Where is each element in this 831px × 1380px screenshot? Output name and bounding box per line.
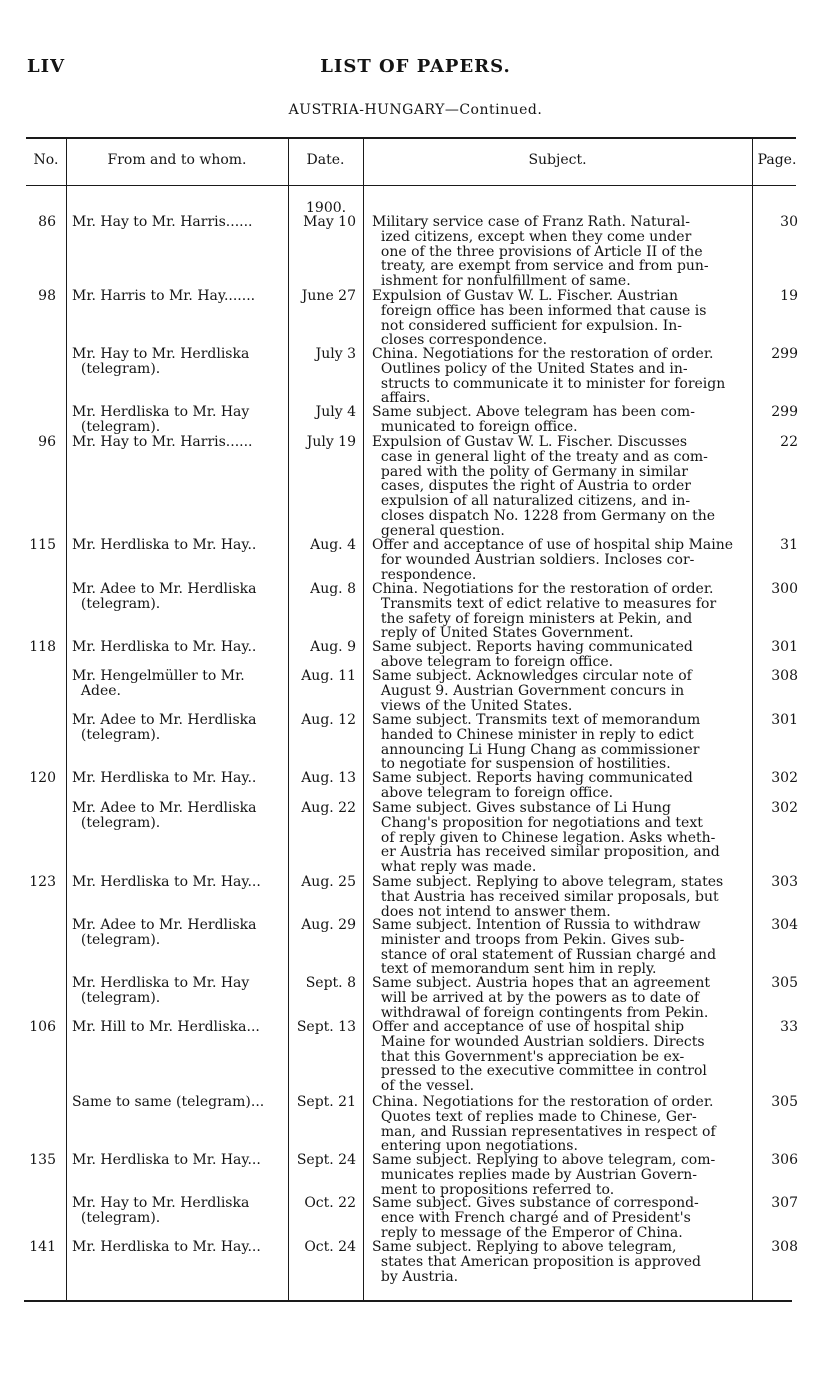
row-from-to: Mr. Herdliska to Mr. Hay... [72,1239,261,1255]
row-subject: China. Negotiations for the restoration of order. Outlines policy of the United States and in- structs to communicate it to minister for foreign affairs. [372,346,726,407]
row-number: 120 [29,770,56,786]
row-number: 141 [29,1239,56,1255]
row-from-to: Mr. Adee to Mr. Herdliska (telegram). [72,917,257,948]
row-number: 135 [29,1152,56,1168]
row-subject: Same subject. Replying to above telegram, states that American proposition is approved by Austria. [372,1239,701,1285]
row-date: July 19 [306,434,356,450]
row-date: July 4 [315,404,356,420]
row-subject: Military service case of Franz Rath. Natural- ized citizens, except when they come under one of the three provisions of Article II of the treaty, are exempt from service and from pun- ishment for nonfulfillment of same. [372,214,709,290]
row-page: 305 [771,975,798,991]
row-date: Aug. 11 [301,668,356,684]
row-page: 302 [771,800,798,816]
row-subject: Same subject. Above telegram has been com- municated to foreign office. [372,404,695,435]
row-page: 301 [771,639,798,655]
section-title: AUSTRIA-HUNGARY—Continued. [288,102,543,118]
column-header-page: Page. [757,152,797,168]
row-from-to: Mr. Herdliska to Mr. Hay... [72,1152,261,1168]
row-page: 302 [771,770,798,786]
row-date: Aug. 22 [301,800,356,816]
row-from-to: Mr. Hill to Mr. Herdliska... [72,1019,260,1035]
row-subject: China. Negotiations for the restoration of order. Quotes text of replies made to Chinese, Ger- man, and Russian representatives in respect of entering upon negotiations. [372,1094,716,1155]
row-date: Oct. 22 [304,1195,356,1211]
row-page: 30 [780,214,798,230]
row-page: 299 [771,404,798,420]
row-from-to: Mr. Herdliska to Mr. Hay... [72,874,261,890]
row-from-to: Mr. Herdliska to Mr. Hay (telegram). [72,404,250,435]
row-page: 19 [780,288,798,304]
row-page: 33 [780,1019,798,1035]
row-page: 303 [771,874,798,890]
row-from-to: Mr. Hay to Mr. Herdliska (telegram). [72,346,250,377]
column-header-no: No. [33,152,59,168]
row-number: 96 [38,434,56,450]
row-date: Aug. 29 [301,917,356,933]
row-page: 300 [771,581,798,597]
row-page: 301 [771,712,798,728]
row-date: Aug. 12 [301,712,356,728]
row-from-to: Mr. Hay to Mr. Herdliska (telegram). [72,1195,250,1226]
header-bottom-rule [26,185,796,186]
row-page: 31 [780,537,798,553]
row-subject: Same subject. Replying to above telegram, com- municates replies made by Austrian Govern- ment to propositions referred to. [372,1152,716,1198]
row-date: Sept. 13 [296,1019,356,1035]
row-subject: Same subject. Intention of Russia to withdraw minister and troops from Pekin. Gives sub- stance of oral statement of Russian chargé and text of memorandum sent him in reply. [372,917,717,978]
row-from-to: Mr. Hay to Mr. Harris...... [72,214,253,230]
row-date: Aug. 13 [301,770,356,786]
row-subject: Same subject. Reports having communicated above telegram to foreign office. [372,770,693,801]
row-subject: Same subject. Acknowledges circular note of August 9. Austrian Government concurs in views of the United States. [372,668,692,714]
row-date: Sept. 8 [305,975,356,991]
row-subject: Offer and acceptance of use of hospital ship Maine for wounded Austrian soldiers. Incloses cor- respondence. [372,537,734,583]
column-divider-no [66,139,67,1300]
row-subject: Expulsion of Gustav W. L. Fischer. Discusses case in general light of the treaty and as com- pared with the polity of Germany in similar cases, disputes the right of Austria to order expulsion of all naturalized citizens, and in- closes dispatch No. 1228 from Germany on the general question. [372,434,716,539]
row-number: 98 [38,288,56,304]
row-number: 106 [29,1019,56,1035]
row-from-to: Mr. Herdliska to Mr. Hay.. [72,537,257,553]
row-date: Aug. 9 [310,639,356,655]
row-subject: Same subject. Reports having communicated above telegram to foreign office. [372,639,693,670]
row-subject: Same subject. Gives substance of correspond- ence with French chargé and of President's reply to message of the Emperor of China. [372,1195,699,1241]
row-number: 86 [38,214,56,230]
row-subject: Same subject. Replying to above telegram, states that Austria has received similar proposals, but does not intend to answer them. [372,874,724,920]
row-from-to: Mr. Hay to Mr. Harris...... [72,434,253,450]
column-divider-date [363,139,364,1300]
row-page: 22 [780,434,798,450]
row-subject: Same subject. Gives substance of Li Hung Chang's proposition for negotiations and text of reply given to Chinese legation. Asks wheth- er Austria has received similar proposition, and what reply was made. [372,800,720,876]
row-from-to: Mr. Harris to Mr. Hay....... [72,288,256,304]
row-date: Aug. 25 [301,874,356,890]
row-from-to: Mr. Adee to Mr. Herdliska (telegram). [72,712,257,743]
row-from-to: Mr. Adee to Mr. Herdliska (telegram). [72,800,257,831]
row-number: 118 [29,639,56,655]
row-subject: Same subject. Austria hopes that an agreement will be arrived at by the powers as to date of withdrawal of foreign contingents from Pekin. [372,975,710,1021]
page-number: LIV [27,56,66,77]
row-date: Sept. 24 [296,1152,356,1168]
column-header-date: Date. [306,152,345,168]
column-header-from: From and to whom. [107,152,247,168]
row-date: Aug. 4 [310,537,356,553]
row-date: July 3 [315,346,356,362]
column-header-subject: Subject. [528,152,587,168]
table-bottom-rule [24,1300,792,1302]
row-subject: China. Negotiations for the restoration of order. Transmits text of edict relative to measures for the safety of foreign ministers at Pekin, and reply of United States Government. [372,581,717,642]
row-date: June 27 [301,288,356,304]
row-page: 304 [771,917,798,933]
row-from-to: Mr. Hengelmüller to Mr. Adee. [72,668,245,699]
row-number: 115 [29,537,56,553]
column-divider-subject [752,139,753,1300]
year-label: 1900. [306,200,347,216]
row-date: Sept. 21 [296,1094,356,1110]
row-page: 308 [771,668,798,684]
row-date: May 10 [303,214,356,230]
row-subject: Same subject. Transmits text of memorandum handed to Chinese minister in reply to edict announcing Li Hung Chang as commissioner to negotiate for suspension of hostilities. [372,712,701,773]
row-from-to: Mr. Adee to Mr. Herdliska (telegram). [72,581,257,612]
table-top-rule [26,137,796,139]
row-from-to: Same to same (telegram)... [72,1094,265,1110]
row-subject: Expulsion of Gustav W. L. Fischer. Austrian foreign office has been informed that cause is not considered sufficient for expulsion. In- closes correspondence. [372,288,707,349]
row-date: Oct. 24 [304,1239,356,1255]
row-from-to: Mr. Herdliska to Mr. Hay.. [72,639,257,655]
row-from-to: Mr. Herdliska to Mr. Hay (telegram). [72,975,250,1006]
row-page: 308 [771,1239,798,1255]
row-page: 299 [771,346,798,362]
row-page: 307 [771,1195,798,1211]
column-divider-from [288,139,289,1300]
row-page: 305 [771,1094,798,1110]
row-from-to: Mr. Herdliska to Mr. Hay.. [72,770,257,786]
row-subject: Offer and acceptance of use of hospital ship Maine for wounded Austrian soldiers. Directs that this Government's appreciation be ex- pressed to the executive committee in control of the vessel. [372,1019,707,1095]
row-date: Aug. 8 [310,581,356,597]
page-title: LIST OF PAPERS. [320,56,511,77]
row-page: 306 [771,1152,798,1168]
row-number: 123 [29,874,56,890]
